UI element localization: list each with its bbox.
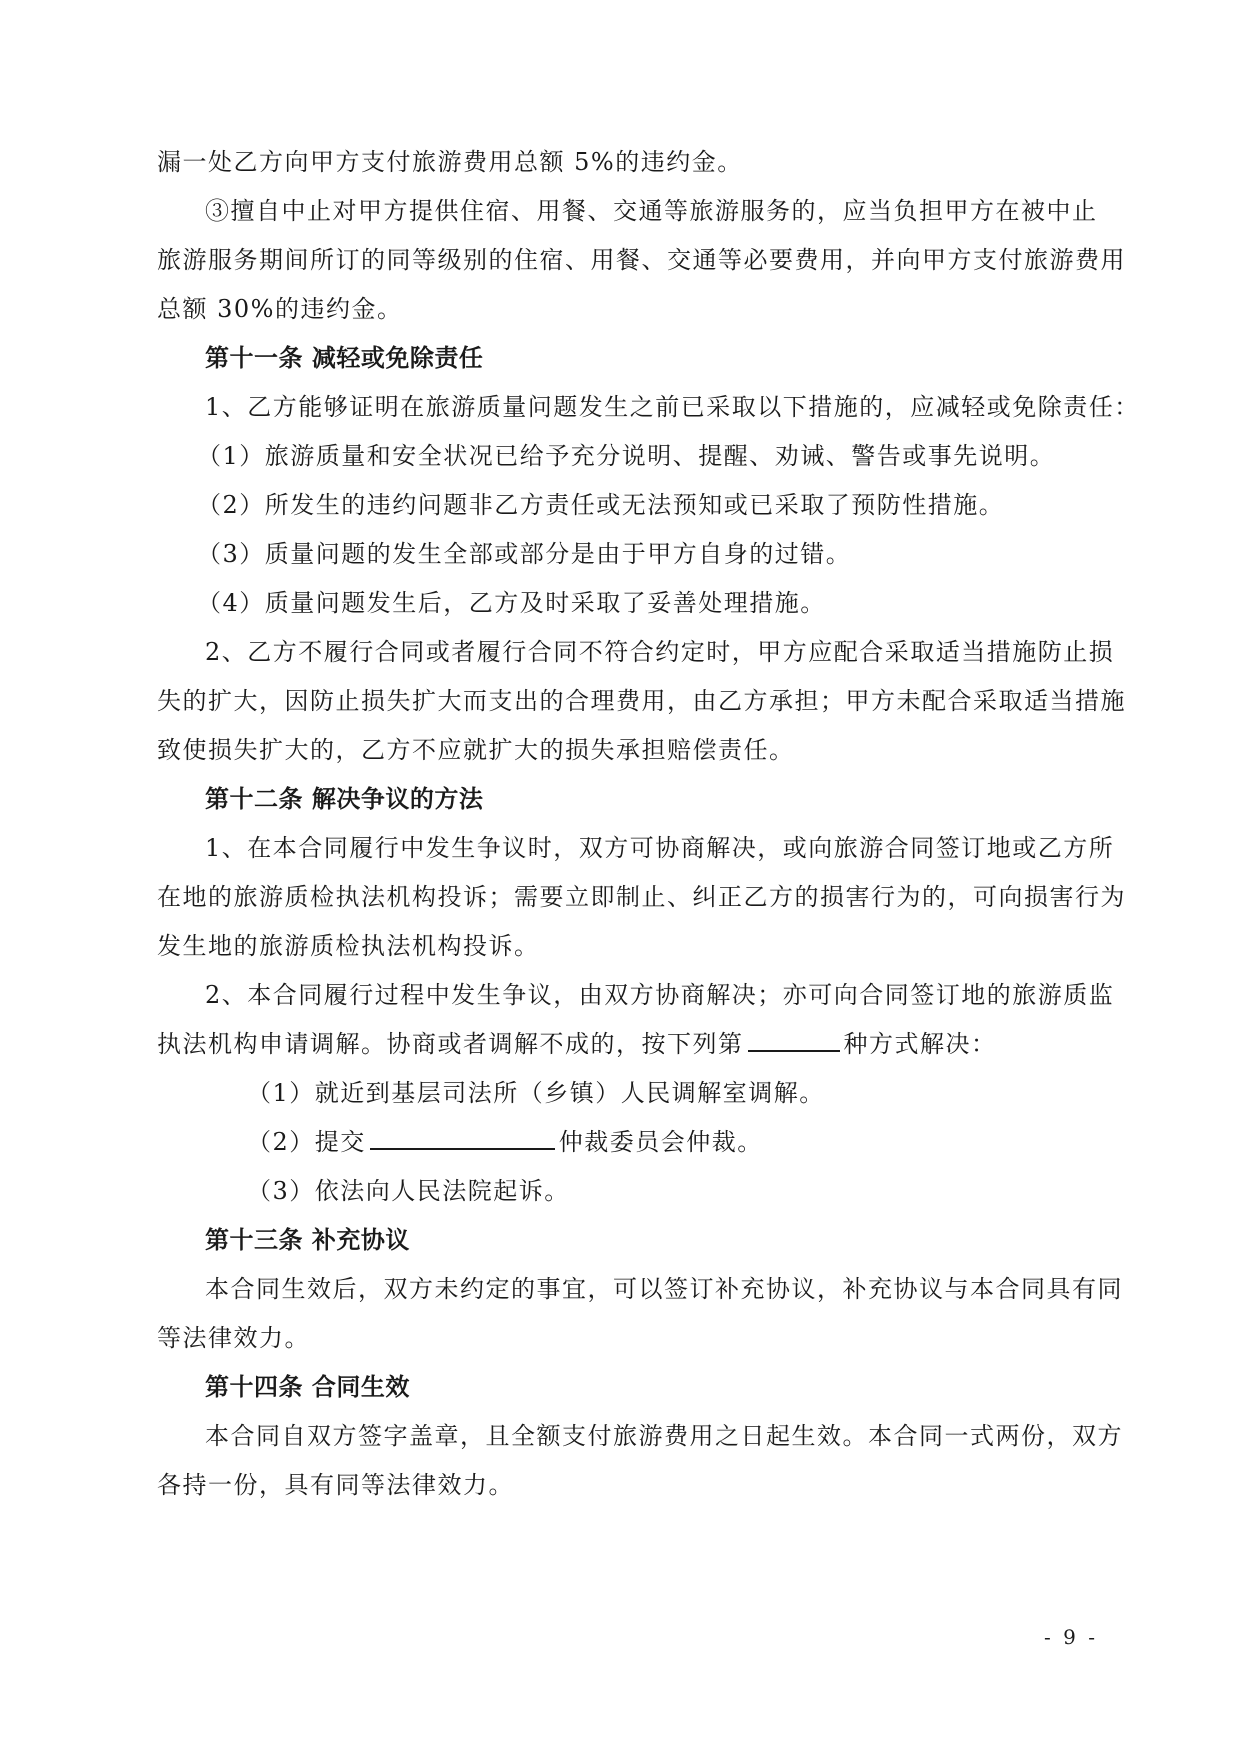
list-item: （3）质量问题的发生全部或部分是由于甲方自身的过错。 — [197, 540, 852, 568]
text-segment: 仲裁委员会仲裁。 — [558, 1128, 763, 1156]
list-item — [157, 1118, 1085, 1167]
text-segment: （2）提交 — [247, 1128, 366, 1156]
text-line: 本合同自双方签字盖章，且全额支付旅游费用之日起生效。本合同一式两份，双方 — [205, 1422, 1123, 1450]
list-item: （1）旅游质量和安全状况已给予充分说明、提醒、劝诫、警告或事先说明。 — [197, 442, 1056, 470]
text-line: 致使损失扩大的，乙方不应就扩大的损失承担赔偿责任。 — [157, 736, 795, 764]
text-line: 2、乙方不履行合同或者履行合同不符合约定时，甲方应配合采取适当措施防止损 — [205, 638, 1115, 666]
list-item: （1）就近到基层司法所（乡镇）人民调解室调解。 — [247, 1079, 825, 1107]
text-line — [157, 1020, 1085, 1069]
section-heading: 第十二条 解决争议的方法 — [205, 785, 484, 813]
text-line: 各持一份，具有同等法律效力。 — [157, 1471, 514, 1499]
list-item: （4）质量问题发生后，乙方及时采取了妥善处理措施。 — [197, 589, 826, 617]
document-body — [157, 138, 1140, 1510]
fill-in-blank[interactable] — [370, 1120, 555, 1150]
text-line: 等法律效力。 — [157, 1324, 310, 1352]
text-line: 旅游服务期间所订的同等级别的住宿、用餐、交通等必要费用，并向甲方支付旅游费用 — [157, 246, 1126, 274]
text-line: 1、在本合同履行中发生争议时，双方可协商解决，或向旅游合同签订地或乙方所 — [205, 834, 1115, 862]
text-line: 在地的旅游质检执法机构投诉；需要立即制止、纠正乙方的损害行为的，可向损害行为 — [157, 883, 1126, 911]
text-line: 1、乙方能够证明在旅游质量问题发生之前已采取以下措施的，应减轻或免除责任： — [205, 393, 1140, 421]
text-line: 总额 30%的违约金。 — [157, 295, 403, 323]
section-heading: 第十一条 减轻或免除责任 — [205, 344, 484, 372]
list-item: （2）所发生的违约问题非乙方责任或无法预知或已采取了预防性措施。 — [197, 491, 1005, 519]
text-segment: 执法机构申请调解。协商或者调解不成的，按下列第 — [157, 1030, 744, 1058]
section-heading: 第十四条 合同生效 — [205, 1373, 410, 1401]
text-line: ③擅自中止对甲方提供住宿、用餐、交通等旅游服务的，应当负担甲方在被中止 — [205, 197, 1098, 225]
fill-in-blank[interactable] — [748, 1022, 840, 1052]
section-heading: 第十三条 补充协议 — [205, 1226, 410, 1254]
text-line: 发生地的旅游质检执法机构投诉。 — [157, 932, 540, 960]
text-line: 2、本合同履行过程中发生争议，由双方协商解决；亦可向合同签订地的旅游质监 — [205, 981, 1115, 1009]
page-number: - 9 - — [1044, 1625, 1098, 1649]
list-item: （3）依法向人民法院起诉。 — [247, 1177, 570, 1205]
text-line: 漏一处乙方向甲方支付旅游费用总额 5%的违约金。 — [157, 148, 743, 176]
text-line: 失的扩大，因防止损失扩大而支出的合理费用，由乙方承担；甲方未配合采取适当措施 — [157, 687, 1126, 715]
text-segment: 种方式解决： — [843, 1030, 997, 1058]
text-line: 本合同生效后，双方未约定的事宜，可以签订补充协议，补充协议与本合同具有同 — [205, 1275, 1123, 1303]
